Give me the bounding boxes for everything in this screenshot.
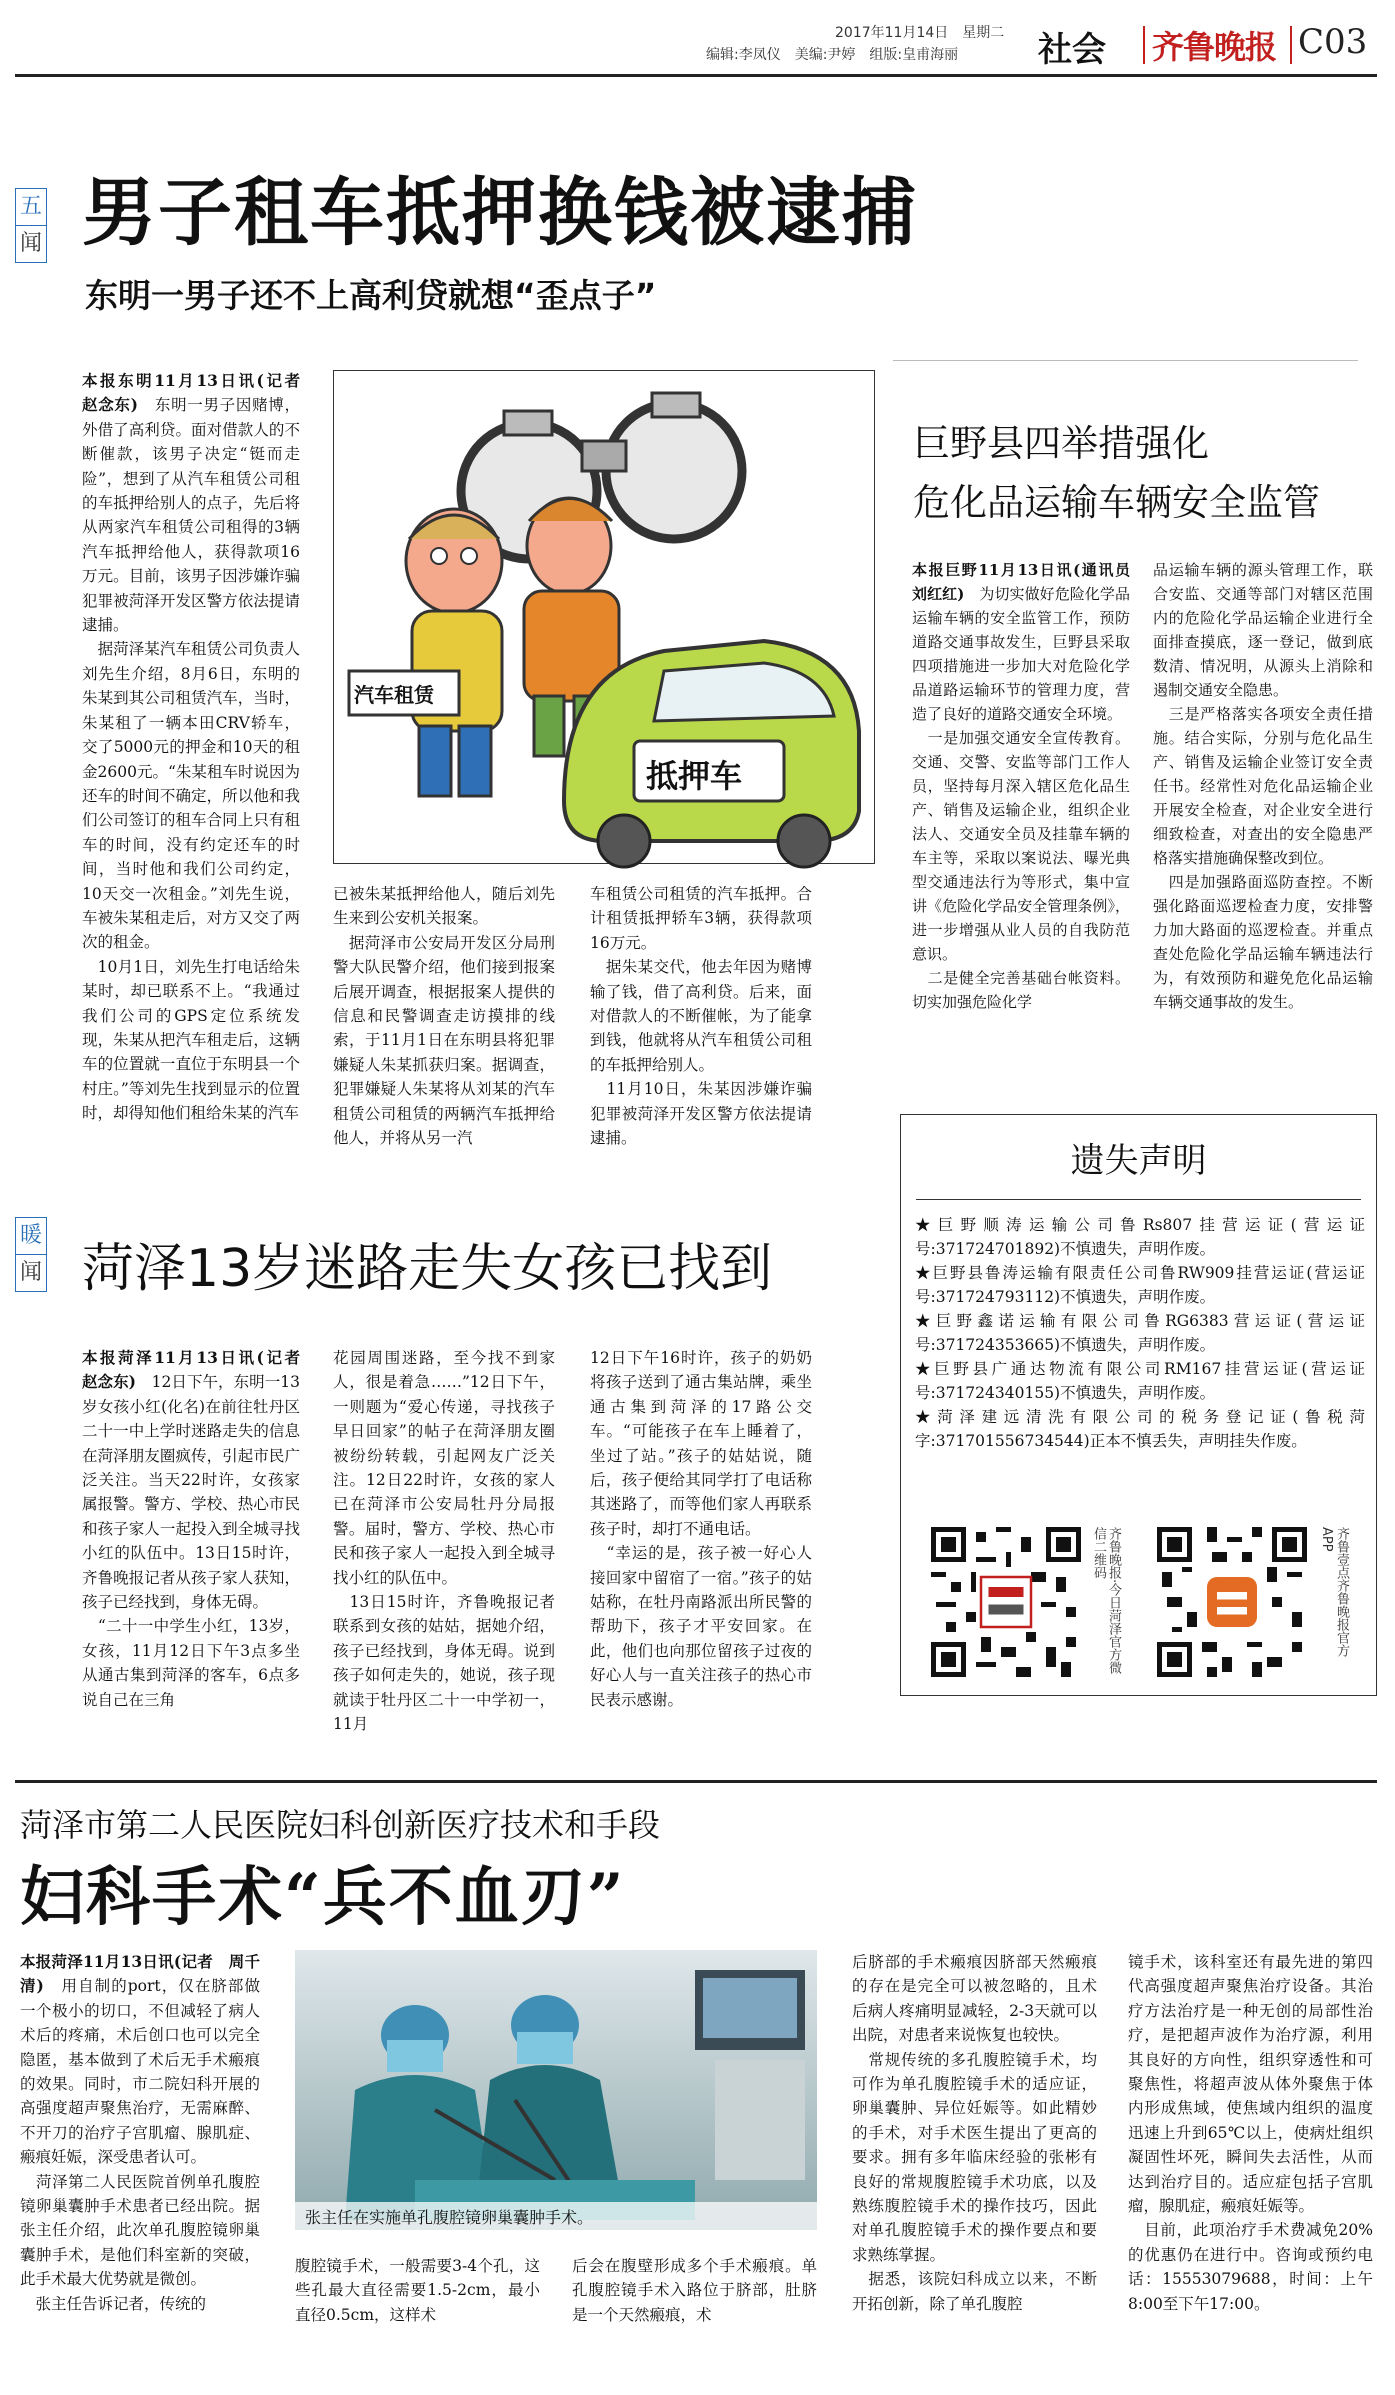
paper-logo: 齐鲁晚报: [1152, 28, 1277, 66]
article4-col3: 后会在腹壁形成多个手术瘢痕。单孔腹腔镜手术入路位于脐部，肚脐是一个天然瘢痕，术: [572, 2257, 817, 2324]
masthead-rule: [15, 74, 1377, 77]
article3-col2: 花园周围迷路，至今找不到家人，很是着急……”12日下午，一则题为“爱心传递，寻找孩子早日回家”的帖子在菏泽朋友圈被纷纷转载，引起网友广泛关注。12日22时许，女孩的家人已在菏泽市公安局牡丹分局报警。届时，警方、学校、热心市民和孩子家人一起投入到全城寻找小红的队伍中。 13日15时许，齐鲁晚报记者联系到女孩的姑姑，据她介绍，孩子已经找到，身体无碍。说到孩子如何走失的，她说，孩子现就读于牡丹区二十一中学初一，11月: [333, 1349, 555, 1734]
column-divider: [893, 360, 1358, 361]
notice-box: [900, 1114, 1377, 1696]
article2-headline-1: 巨野县四举措强化: [913, 422, 1209, 465]
notice-item: ★巨野县广通达物流有限公司RM167挂营运证(营运证号:371724340155)不慎遗失，声明作废。: [915, 1360, 1365, 1402]
section-rule: [15, 1780, 1377, 1783]
article2-col1: 本报巨野11月13日讯(通讯员 刘红红) 为切实做好危险化学品运输车辆的安全监管工作，预防道路交通事故发生，巨野县采取四项措施进一步加大对危险化学品道路运输环节的管理力度，营造了良好的道路交通安全环境。 一是加强交通安全宣传教育。交通、交警、安监等部门工作人员，坚持每月深入辖区危化品生产、销售及运输企业，组织企业法人、交通安全员及挂靠车辆的车主等，采取以案说法、曝光典型交通违法行为等形式，集中宣讲《危险化学品安全管理条例》，进一步增强从业人员的自我防范意识。 二是健全完善基础台帐资料。切实加强危险化学: [912, 561, 1146, 1011]
notice-list: [915, 1213, 1365, 1453]
qr-code-app: [1157, 1527, 1307, 1677]
article3-headline: 菏泽13岁迷路走失女孩已找到: [82, 1239, 773, 1299]
qr2-caption: 齐鲁壹点齐鲁晚报官方APP: [1319, 1527, 1349, 1657]
article3-col1: 本报菏泽11月13日讯(记者 赵念东) 12日下午，东明一13岁女孩小红(化名)在前往牡丹区二十一中上学时迷路走失的信息在菏泽朋友圈疯传，引起市民广泛关注。当天22时许，女孩家属报警。警方、学校、热心市民和孩子家人一起投入到全城寻找小红的队伍中。13日15时许，齐鲁晚报记者从孩子家人获知，孩子已经找到，身体无碍。 “二十一中学生小红，13岁，女孩，11月12日下午3点多坐从通古集到菏泽的客车，6点多说自己在三角: [82, 1348, 316, 1709]
photo-caption: 张主任在实施单孔腹腔镜卵巢囊肿手术。: [305, 2208, 594, 2227]
editors-line: 编辑:李凤仪 美编:尹婷 组版:皇甫海丽: [706, 47, 959, 63]
article4-byline: 本报菏泽11月13日讯(记者 周千清): [20, 1952, 260, 1996]
masthead-divider-2: [1290, 26, 1292, 64]
article4-col1: 本报菏泽11月13日讯(记者 周千清) 用自制的port，仅在脐部做一个极小的切口，不但减轻了病人术后的疼痛，术后创口也可以完全隐匿，基本做到了术后无手术瘢痕的效果。同时，市二院妇科开展的高强度超声聚焦治疗，无需麻醉、不开刀的治疗子宫肌瘤、腺肌症、瘢痕妊娠，深受患者认可。 菏泽第二人民医院首例单孔腹腔镜卵巢囊肿手术患者已经出院。据张主任介绍，此次单孔腹腔镜卵巢囊肿手术，是他们科室新的突破，此手术最大优势就是微创。 张主任告诉记者，传统的: [20, 1952, 260, 2313]
notice-title: 遗失声明: [1070, 1141, 1207, 1181]
article3-byline: 本报菏泽11月13日讯(记者 赵念东): [82, 1348, 316, 1392]
article2-col2: 品运输车辆的源头管理工作，联合安监、交通等部门对辖区范围内的危险化学品运输企业进行全面排查摸底，逐一登记，做到底数清、情况明，从源头上消除和遏制交通安全隐患。 三是严格落实各项安全责任措施。结合实际，分别与危化品生产、销售及运输企业签订安全责任书。经常性对危化品运输企业开展安全检查，对企业安全进行细致检查，对查出的安全隐患严格落实措施确保整改到位。 四是加强路面巡防查控。不断强化路面巡逻检查力度，安排警力加大路面的巡逻检查。并重点查处危险化学品运输车辆违法行为，有效预防和避免危化品运输车辆交通事故的发生。: [1153, 561, 1373, 1011]
notice-item: ★菏泽建远清洗有限公司的税务登记证(鲁税菏字:371701556734544)正本不慎丢失，声明挂失作废。: [915, 1408, 1365, 1450]
notice-item: ★巨野县鲁涛运输有限责任公司鲁RW909挂营运证(营运证号:371724793112)不慎遗失，声明作废。: [915, 1264, 1365, 1306]
article4-col5: 镜手术，该科室还有最先进的第四代高强度超声聚焦治疗设备。其治疗方法治疗是一种无创的局部性治疗，是把超声波作为治疗源，利用其良好的方向性，组织穿透性和可聚焦性，将超声波从体外聚焦于体内形成焦域，使焦域内组织的温度迅速上升到65℃以上，使病灶组织凝固性坏死，瞬间失去活性，从而达到治疗目的。适应症包括子宫肌瘤，腺肌症，瘢痕妊娠等。 目前，此项治疗手术费减免20%的优惠仍在进行中。咨询或预约电话：15553079688，时间：上午8:00至下午17:00。: [1128, 1953, 1373, 2313]
page-number: C03: [1298, 22, 1368, 62]
article2-headline-2: 危化品运输车辆安全监管: [913, 481, 1320, 524]
article4-col2: 腹腔镜手术，一般需要3-4个孔，这些孔最大直径需要1.5-2cm，最小直径0.5cm，这样术: [295, 2257, 540, 2324]
masthead-divider: [1143, 26, 1145, 64]
article4-headline: 妇科手术“兵不血刃”: [20, 1860, 626, 1935]
article1-subhead: 东明一男子还不上高利贷就想“歪点子”: [85, 276, 657, 315]
article1-col2: 已被朱某抵押给他人，随后刘先生来到公安机关报案。 据菏泽市公安局开发区分局刑警大队民警介绍，他们接到报案后展开调查，根据报案人提供的信息和民警调查走访摸排的线索，于11月1日在东明县将犯罪嫌疑人朱某抓获归案。据调查，犯罪嫌疑人朱某将从刘某的汽车租赁公司租赁的两辆汽车抵押给他人，并将从另一汽: [333, 885, 555, 1148]
article4-photo: [295, 1950, 817, 2230]
article1-byline: 本报东明11月13日讯(记者 赵念东): [82, 371, 316, 415]
section-name: 社会: [1038, 30, 1106, 70]
article4-col4: 后脐部的手术瘢痕因脐部天然瘢痕的存在是完全可以被忽略的，且术后病人疼痛明显减轻，2-3天就可以出院，对患者来说恢复也较快。 常规传统的多孔腹腔镜手术，均可作为单孔腹腔镜手术的适应证，卵巢囊肿、异位妊娠等。如此精妙的手术，对手术医生提出了更高的要求。拥有多年临床经验的张彬有良好的常规腹腔镜手术功底，以及熟练腹腔镜手术的操作技巧，因此对单孔腹腔镜手术的操作要点和要求熟练掌握。 据悉，该院妇科成立以来，不断开拓创新，除了单孔腹腔: [852, 1953, 1097, 2313]
article2-byline: 本报巨野11月13日讯(通讯员 刘红红): [912, 561, 1146, 603]
section-tag: 五 闻: [15, 188, 47, 263]
article1-illustration: [333, 370, 875, 864]
section-tag: 暖 闻: [15, 1217, 47, 1292]
article1-col1: 本报东明11月13日讯(记者 赵念东) 东明一男子因赌博，外借了高利贷。面对借款人的不断催款，该男子决定“铤而走险”，想到了从汽车租赁公司租的车抵押给别人的点子，先后将从两家汽车租赁公司租得的3辆汽车抵押给他人，获得款项16万元。目前，该男子因涉嫌诈骗犯罪被菏泽开发区警方依法提请逮捕。 据菏泽某汽车租赁公司负责人刘先生介绍，8月6日，东明的朱某到其公司租赁汽车，当时，朱某租了一辆本田CRV轿车，交了5000元的押金和10天的租金2600元。“朱某租车时说因为还车的时间不确定，所以他和我们公司签订的租车合同上只有租车的时间，没有约定还车的时间，当时他和我们公司约定，10天交一次租金。”刘先生说，车被朱某租走后，对方又交了两次的租金。 10月1日，刘先生打电话给朱某时，却已联系不上。“我通过我们公司的GPS定位系统发现，朱某从把汽车租走后，这辆车的位置就一直位于东明县一个村庄。”等刘先生找到显示的位置时，却得知他们租给朱某的汽车: [82, 371, 316, 1123]
notice-item: ★巨野顺涛运输公司鲁Rs807挂营运证(营运证号:371724701892)不慎遗失，声明作废。: [915, 1216, 1365, 1258]
article1-headline: 男子租车抵押换钱被逮捕: [82, 170, 918, 256]
qr-code-wechat: [931, 1527, 1081, 1677]
date-line: 2017年11月14日 星期二: [835, 25, 1005, 41]
notice-item: ★巨野鑫诺运输有限公司鲁RG6383营运证(营运证号:371724353665)不慎遗失，声明作废。: [915, 1312, 1365, 1354]
car-label-text: 抵押车: [646, 757, 743, 795]
rental-sign-text: 汽车租赁: [354, 683, 434, 707]
notice-title-rule: [916, 1199, 1361, 1200]
article4-kicker: 菏泽市第二人民医院妇科创新医疗技术和手段: [20, 1806, 661, 1844]
article1-col3: 车租赁公司租赁的汽车抵押。合计租赁抵押轿车3辆，获得款项16万元。 据朱某交代，他去年因为赌博输了钱，借了高利贷。后来，面对借款人的不断催帐，为了能拿到钱，他就将从汽车租赁公司租的车抵押给别人。 11月10日，朱某因涉嫌诈骗犯罪被菏泽开发区警方依法提请逮捕。: [590, 885, 812, 1148]
qr1-caption: 齐鲁晚报·今日菏泽官方微信二维码: [1091, 1527, 1121, 1675]
article3-col3: 12日下午16时许，孩子的奶奶将孩子送到了通古集站牌，乘坐通古集到菏泽的17路公交车。“可能孩子在车上睡着了，坐过了站。”孩子的姑姑说，随后，孩子便给其同学打了电话称其迷路了，而等他们家人再联系孩子时，却打不通电话。 “幸运的是，孩子被一好心人接回家中留宿了一宿。”孩子的姑姑称，在牡丹南路派出所民警的帮助下，孩子才平安回家。在此，他们也向那位留孩子过夜的好心人与一直关注孩子的热心市民表示感谢。: [590, 1349, 812, 1709]
